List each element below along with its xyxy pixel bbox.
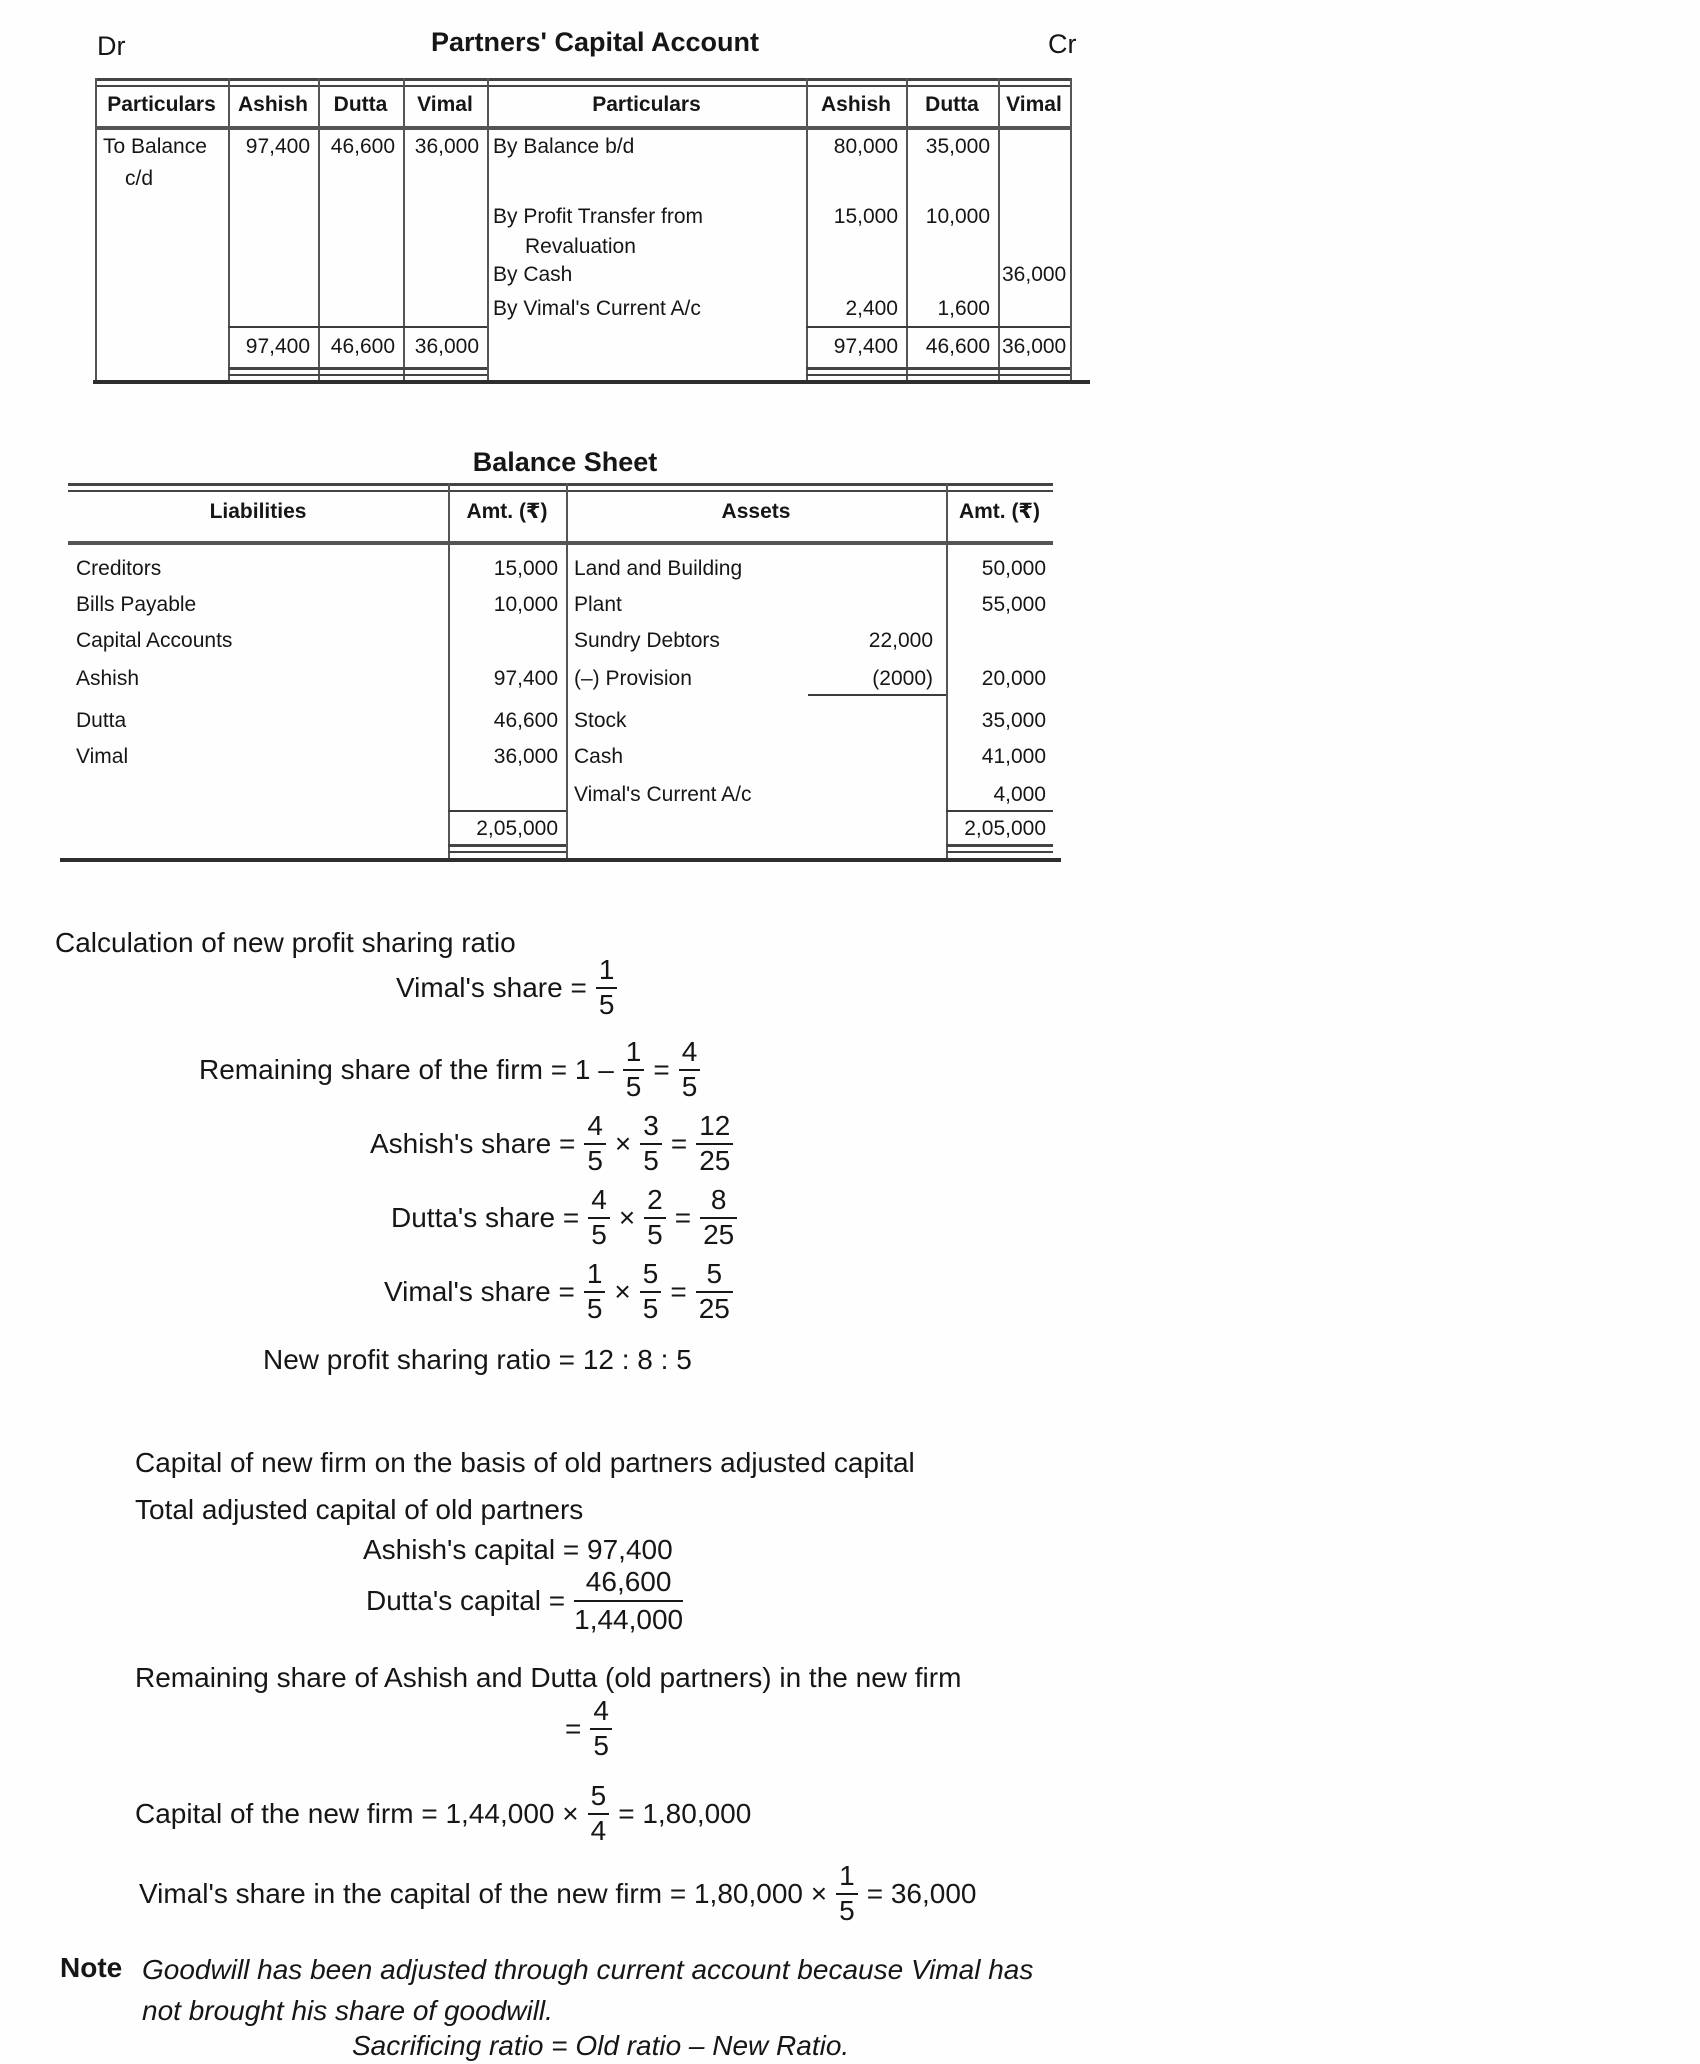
liability-label: Vimal [76,745,129,768]
asset-amount: 35,000 [981,709,1046,732]
credit-dutta-amount: 35,000 [925,135,990,158]
header-underline [68,541,1053,545]
denominator: 25 [700,1217,737,1250]
debit-vimal-amount: 36,000 [414,135,479,158]
denominator: 25 [696,1291,733,1324]
credit-dutta-amount: 10,000 [925,205,990,228]
divider [998,78,1000,382]
equation-vimal-share [396,956,617,1019]
cr-label: Cr [1048,29,1077,59]
credit-total-dutta: 46,600 [925,335,990,358]
equals-sign: = [670,1127,688,1159]
new-ratio-line: New profit sharing ratio = 12 : 8 : 5 [263,1344,692,1375]
table-top-rule [68,483,1053,492]
credit-ashish-amount: 15,000 [833,205,898,228]
credit-vimal-amount: 36,000 [1002,263,1067,286]
liability-amount: 36,000 [493,745,558,768]
table-bottom-rule [93,380,1090,384]
new-firm-heading-2: Total adjusted capital of old partners [135,1494,584,1525]
capital-account-table [95,78,1072,388]
col-header-particulars-cr: Particulars [592,93,701,116]
denominator: 5 [623,1069,645,1102]
divider [946,483,948,858]
credit-total-vimal: 36,000 [1002,335,1067,358]
divider [487,78,489,382]
new-firm-heading-1: Capital of new firm on the basis of old partners adjusted capital [135,1447,915,1478]
liability-amount: 46,600 [493,709,558,732]
fraction [588,1186,610,1249]
numerator: 1 [839,1860,855,1891]
equation-result: = 1,80,000 [618,1797,752,1829]
equation-label: Vimal's share in the capital of the new firm = 1,80,000 × [139,1877,828,1909]
equation-dutta-share [391,1186,737,1249]
fraction [679,1038,701,1101]
header-underline [95,126,1072,130]
credit-row-label: By Balance b/d [493,135,635,158]
col-header-ashish-dr: Ashish [237,93,308,116]
asset-amount: 50,000 [981,557,1046,580]
capital-account-title: Partners' Capital Account [431,27,759,57]
multiply-sign: × [618,1201,636,1233]
numerator: 4 [593,1695,609,1726]
credit-row-label-2: Revaluation [525,235,636,258]
asset-label: Cash [574,745,624,768]
credit-ashish-amount: 2,400 [845,297,898,320]
denominator: 5 [584,1143,606,1176]
asset-amount: 55,000 [981,593,1046,616]
debit-total-ashish: 97,400 [245,335,310,358]
fraction [584,1260,606,1323]
divider [906,78,908,382]
numerator: 4 [591,1184,607,1215]
sacrificing-ratio-line: Sacrificing ratio = Old ratio – New Ratio. [352,2030,850,2061]
equation-label: Dutta's share = [391,1201,580,1233]
col-header-ashish-cr: Ashish [820,93,891,116]
credit-ashish-amount: 80,000 [833,135,898,158]
debit-total-dutta: 46,600 [330,335,395,358]
equation-label: Vimal's share = [384,1275,575,1307]
divider [318,78,320,382]
denominator: 5 [640,1143,662,1176]
equation-label: Dutta's capital = [366,1585,566,1617]
numerator: 12 [699,1110,731,1141]
totals-bottom-rule [448,844,566,853]
dutta-capital-line [366,1566,683,1636]
asset-sub-amount: 22,000 [868,629,933,652]
ashish-capital-line: Ashish's capital = 97,400 [363,1534,673,1565]
fraction [623,1038,645,1101]
credit-total-ashish: 97,400 [833,335,898,358]
liability-amount: 10,000 [493,593,558,616]
calc-heading: Calculation of new profit sharing ratio [55,927,516,958]
asset-amount: 41,000 [981,745,1046,768]
multiply-sign: × [614,1275,631,1307]
liability-amount: 15,000 [493,557,558,580]
totals-bottom-rule [806,367,1070,376]
denominator: 5 [596,987,618,1020]
numerator: 1 [586,1258,603,1289]
equation-label: Ashish's share = [370,1127,576,1159]
col-header-dutta-cr: Dutta [925,93,979,116]
denominator: 5 [679,1069,701,1102]
numerator: 1 [598,954,615,985]
liability-amount: 97,400 [493,667,558,690]
asset-label: (–) Provision [574,667,692,690]
numerator: 5 [642,1258,659,1289]
numerator: 2 [647,1184,663,1215]
col-header-amt-assets: Amt. (₹) [958,500,1041,523]
col-header-dutta-dr: Dutta [333,93,388,116]
debit-row-label: To Balance [103,135,207,158]
asset-label: Vimal's Current A/c [574,783,752,806]
denominator: 25 [696,1143,733,1176]
fraction [696,1112,733,1175]
denominator: 5 [588,1217,610,1250]
totals-top-rule [806,326,1070,328]
liability-label: Capital Accounts [76,629,233,652]
equation-label: Vimal's share = [396,971,587,1003]
credit-row-label: By Cash [493,263,573,286]
fraction [588,1782,610,1845]
numerator: 1 [625,1036,642,1067]
denominator: 5 [836,1893,858,1926]
debit-row-label-2: c/d [125,167,154,190]
equals-sign: = [653,1053,670,1085]
table-bottom-rule [60,858,1061,862]
numerator: 5 [590,1780,607,1811]
equation-label: Remaining share of the firm = 1 – [199,1053,614,1085]
sum-top: 46,600 [585,1566,672,1597]
numerator: 4 [681,1036,698,1067]
debit-ashish-amount: 97,400 [245,135,310,158]
balance-sheet-table [68,483,1053,867]
fraction [836,1862,858,1925]
fraction [640,1260,662,1323]
numerator: 3 [643,1110,659,1141]
col-header-vimal-cr: Vimal [1006,93,1062,116]
asset-label: Plant [574,593,622,616]
fraction [700,1186,737,1249]
fraction [590,1697,612,1760]
remaining-share-line: Remaining share of Ashish and Dutta (old partners) in the new firm [135,1662,962,1693]
multiply-sign: × [614,1127,632,1159]
denominator: 5 [590,1728,612,1761]
equation-vimal-capital [139,1862,976,1925]
asset-sub-amount: (2000) [872,667,933,690]
asset-label: Land and Building [574,557,743,580]
sum-bottom: 1,44,000 [574,1600,683,1636]
debit-dutta-amount: 46,600 [330,135,395,158]
balance-sheet-title: Balance Sheet [472,447,658,477]
liability-label: Ashish [76,667,140,690]
equals-sign: = [674,1201,692,1233]
col-header-liabilities: Liabilities [209,500,307,523]
divider [95,78,97,382]
divider [566,483,568,858]
debit-total-vimal: 36,000 [414,335,479,358]
divider [403,78,405,382]
denominator: 5 [640,1291,662,1324]
liability-label: Creditors [76,557,162,580]
denominator: 5 [584,1291,606,1324]
col-header-vimal-dr: Vimal [417,93,473,116]
credit-row-label: By Profit Transfer from [493,205,704,228]
totals-top-rule [448,810,566,812]
totals-top-rule [228,326,487,328]
fraction [640,1112,662,1175]
liability-label: Bills Payable [76,593,197,616]
provision-underline [808,694,946,696]
asset-label: Sundry Debtors [574,629,720,652]
note-label: Note [60,1952,123,1983]
credit-dutta-amount: 1,600 [937,297,990,320]
total-liabilities: 2,05,000 [476,817,558,840]
equation-label: Capital of the new firm = 1,44,000 × [135,1797,579,1829]
note-text: Goodwill has been adjusted through current account because Vimal has not brought his share of goodwill. [142,1954,1034,2026]
asset-label: Stock [574,709,627,732]
sum-stack [574,1566,683,1636]
equals-sign: = [565,1712,582,1744]
divider [1070,78,1072,382]
asset-amount: 20,000 [981,667,1046,690]
denominator: 4 [588,1813,610,1846]
fraction [696,1260,733,1323]
fraction [596,956,618,1019]
numerator: 4 [587,1110,603,1141]
equation-remaining-value [565,1697,612,1760]
fraction [584,1112,606,1175]
totals-top-rule [946,810,1053,812]
equation-remaining-share [199,1038,700,1101]
table-top-rule [95,78,1072,87]
totals-bottom-rule [228,367,487,376]
equation-vimal-share-2 [384,1260,733,1323]
equation-ashish-share [370,1112,733,1175]
total-assets: 2,05,000 [964,817,1046,840]
numerator: 8 [710,1184,727,1215]
totals-bottom-rule [946,844,1053,853]
equation-result: = 36,000 [866,1877,977,1909]
divider [806,78,808,382]
divider [228,78,230,382]
col-header-assets: Assets [721,500,791,523]
credit-row-label: By Vimal's Current A/c [493,297,701,320]
denominator: 5 [644,1217,666,1250]
col-header-particulars-dr: Particulars [107,93,216,116]
numerator: 5 [706,1258,723,1289]
divider [448,483,450,858]
dr-label: Dr [97,31,126,61]
asset-amount: 4,000 [993,783,1046,806]
fraction [644,1186,666,1249]
equation-firm-capital [135,1782,751,1845]
equals-sign: = [670,1275,687,1307]
col-header-amt-liabilities: Amt. (₹) [466,500,548,523]
liability-label: Dutta [76,709,127,732]
